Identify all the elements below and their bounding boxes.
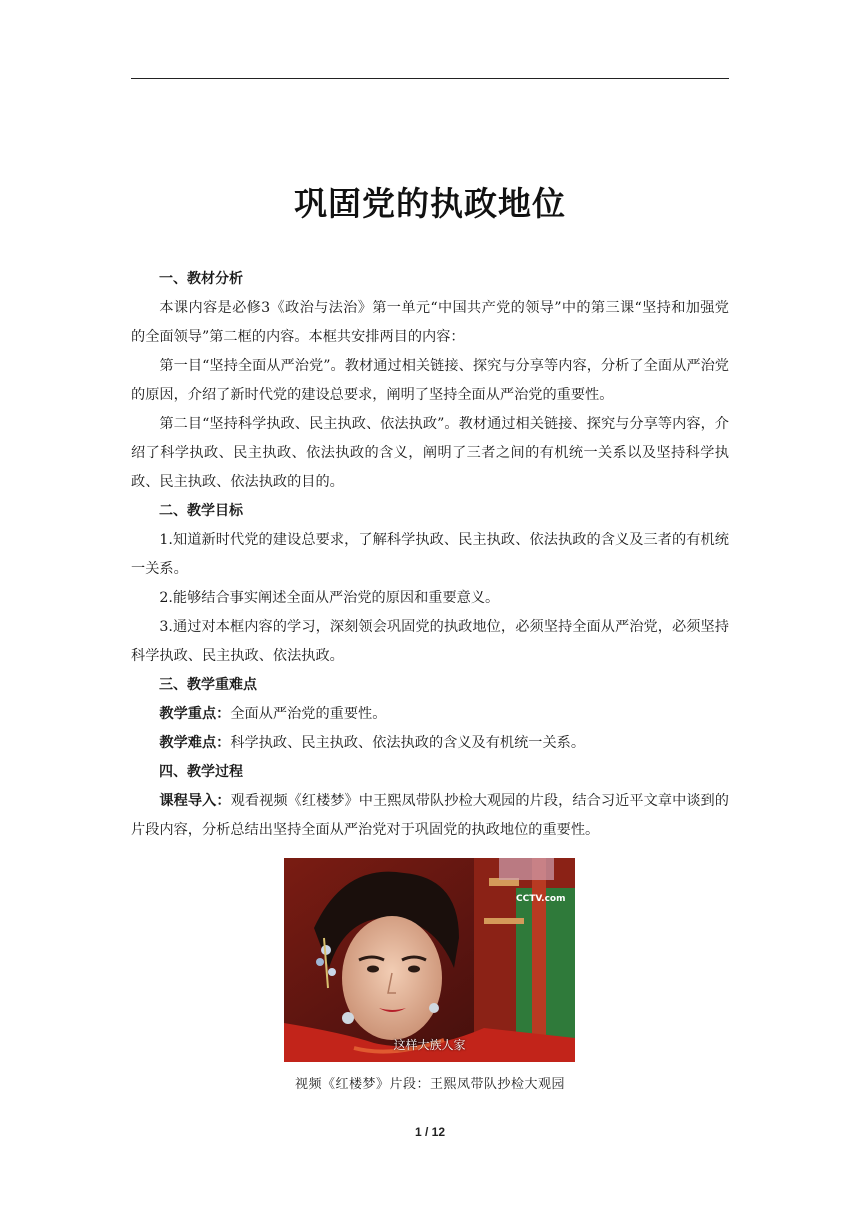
course-intro-text: 观看视频《红楼梦》中王熙凤带队抄检大观园的片段，结合习近平文章中谈到的片段内容，分析总结出坚持全面从严治党对于巩固党的执政地位的重要性。 (131, 793, 729, 838)
difficult-point-label: 教学难点： (159, 735, 231, 751)
objective-item: 2.能够结合事实阐述全面从严治党的原因和重要意义。 (159, 590, 500, 606)
difficult-point-text: 科学执政、民主执政、依法执政的含义及有机统一关系。 (230, 735, 586, 751)
video-subtitle: 这样大族人家 (393, 1038, 466, 1052)
section-heading-1: 一、教材分析 (159, 271, 243, 287)
course-intro (131, 787, 729, 845)
page-title: 巩固党的执政地位 (294, 184, 566, 223)
figure-caption: 视频《红楼梦》片段：王熙凤带队抄检大观园 (294, 1077, 565, 1092)
key-point-text: 全面从严治党的重要性。 (230, 706, 387, 722)
key-point (131, 700, 729, 729)
section-heading-3: 三、教学重难点 (159, 677, 257, 693)
paragraph: 第一目“坚持全面从严治党”。教材通过相关链接、探究与分享等内容，分析了全面从严治党的原因，介绍了新时代党的建设总要求，阐明了坚持全面从严治党的重要性。 (131, 358, 729, 403)
key-point-label: 教学重点： (159, 706, 231, 722)
difficult-point (131, 729, 729, 758)
page-number: 1 / 12 (414, 1125, 446, 1139)
course-intro-label: 课程导入： (159, 793, 231, 809)
paragraph: 本课内容是必修3《政治与法治》第一单元“中国共产党的领导”中的第三课“坚持和加强党的全面领导”第二框的内容。本框共安排两目的内容： (131, 300, 729, 345)
section-heading-2: 二、教学目标 (159, 503, 243, 519)
document-body (131, 265, 729, 845)
video-still-illustration (284, 858, 575, 1062)
channel-logo: CCTV.com (516, 894, 566, 904)
video-still-image (284, 858, 575, 1062)
objective-item: 3.通过对本框内容的学习，深刻领会巩固党的执政地位，必须坚持全面从严治党，必须坚持科学执政、民主执政、依法执政。 (131, 619, 729, 664)
section-heading-4: 四、教学过程 (159, 764, 243, 780)
header-rule (131, 78, 729, 79)
paragraph: 第二目“坚持科学执政、民主执政、依法执政”。教材通过相关链接、探究与分享等内容，介绍了科学执政、民主执政、依法执政的含义，阐明了三者之间的有机统一关系以及坚持科学执政、民主执政、依法执政的目的。 (131, 416, 729, 490)
objective-item: 1.知道新时代党的建设总要求，了解科学执政、民主执政、依法执政的含义及三者的有机统一关系。 (131, 532, 729, 577)
